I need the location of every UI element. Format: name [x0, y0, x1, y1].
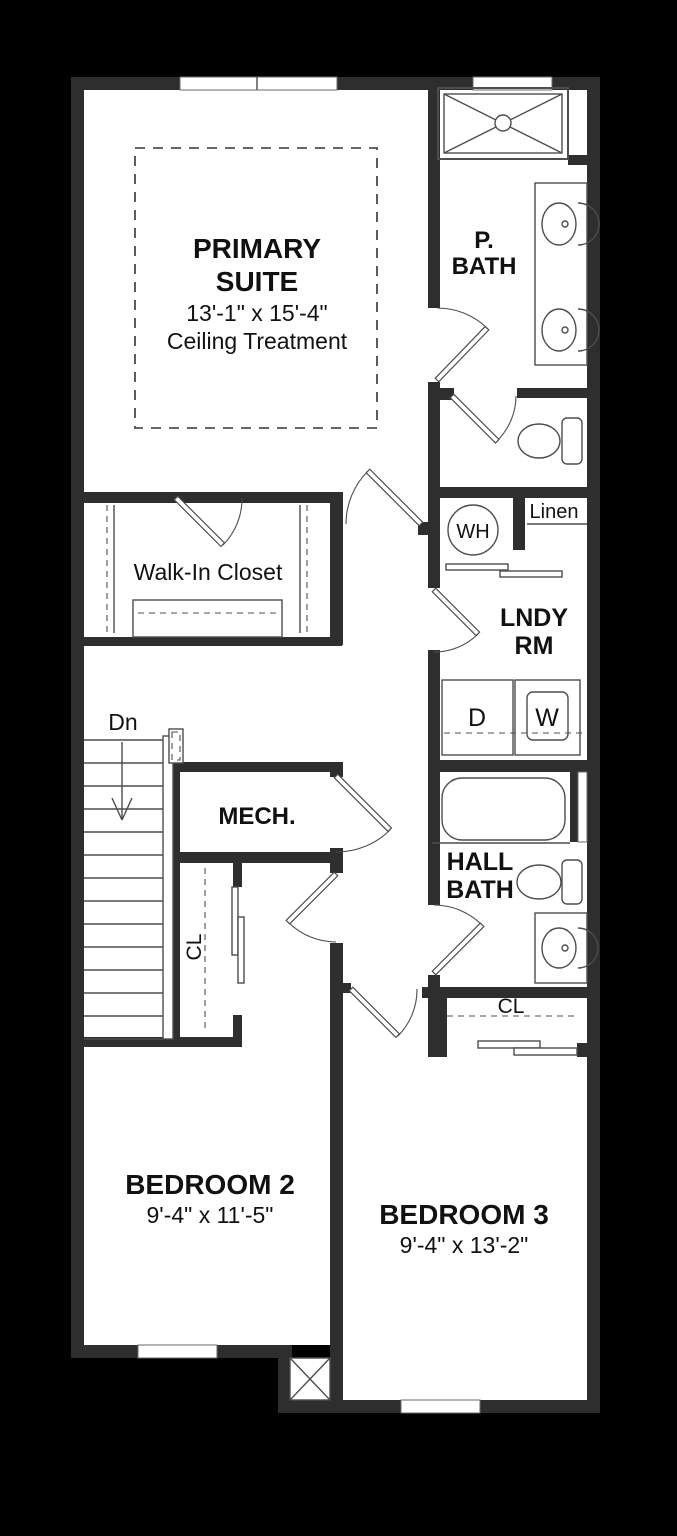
primary-bath-label: P.	[474, 227, 494, 254]
primary-suite-label: SUITE	[215, 266, 299, 297]
washer-label: W	[535, 704, 559, 732]
walk-in-closet-label: Walk-In Closet	[133, 559, 283, 585]
window-icon	[401, 1400, 480, 1413]
primary-suite-note: Ceiling Treatment	[166, 328, 348, 354]
bedroom3-closet-label: CL	[497, 995, 525, 1018]
stair-closet-label: CL	[183, 933, 206, 961]
linen-label: Linen	[529, 501, 579, 523]
laundry-room-label: LNDY	[499, 604, 569, 632]
hall-bath-label: BATH	[446, 876, 514, 904]
primary-bath-label: BATH	[451, 253, 517, 280]
bedroom2-label: BEDROOM 2	[125, 1169, 295, 1200]
stairs-down-label: Dn	[108, 709, 138, 735]
laundry-room-label: RM	[514, 632, 554, 660]
primary-suite-label: PRIMARY	[192, 233, 322, 264]
chase-x-icon	[290, 1358, 330, 1400]
window-icon	[180, 77, 337, 90]
bedroom3-label: BEDROOM 3	[379, 1199, 549, 1230]
dryer-label: D	[467, 704, 487, 732]
hall-bath-label: HALL	[446, 848, 514, 876]
water-heater-label: WH	[456, 521, 490, 543]
window-icon	[138, 1345, 217, 1358]
primary-suite-dimensions: 13'-1" x 15'-4"	[186, 300, 328, 326]
bedroom2-dimensions: 9'-4" x 11'-5"	[146, 1202, 274, 1228]
mechanical-room-label: MECH.	[218, 803, 296, 830]
bedroom3-dimensions: 9'-4" x 13'-2"	[399, 1232, 529, 1258]
